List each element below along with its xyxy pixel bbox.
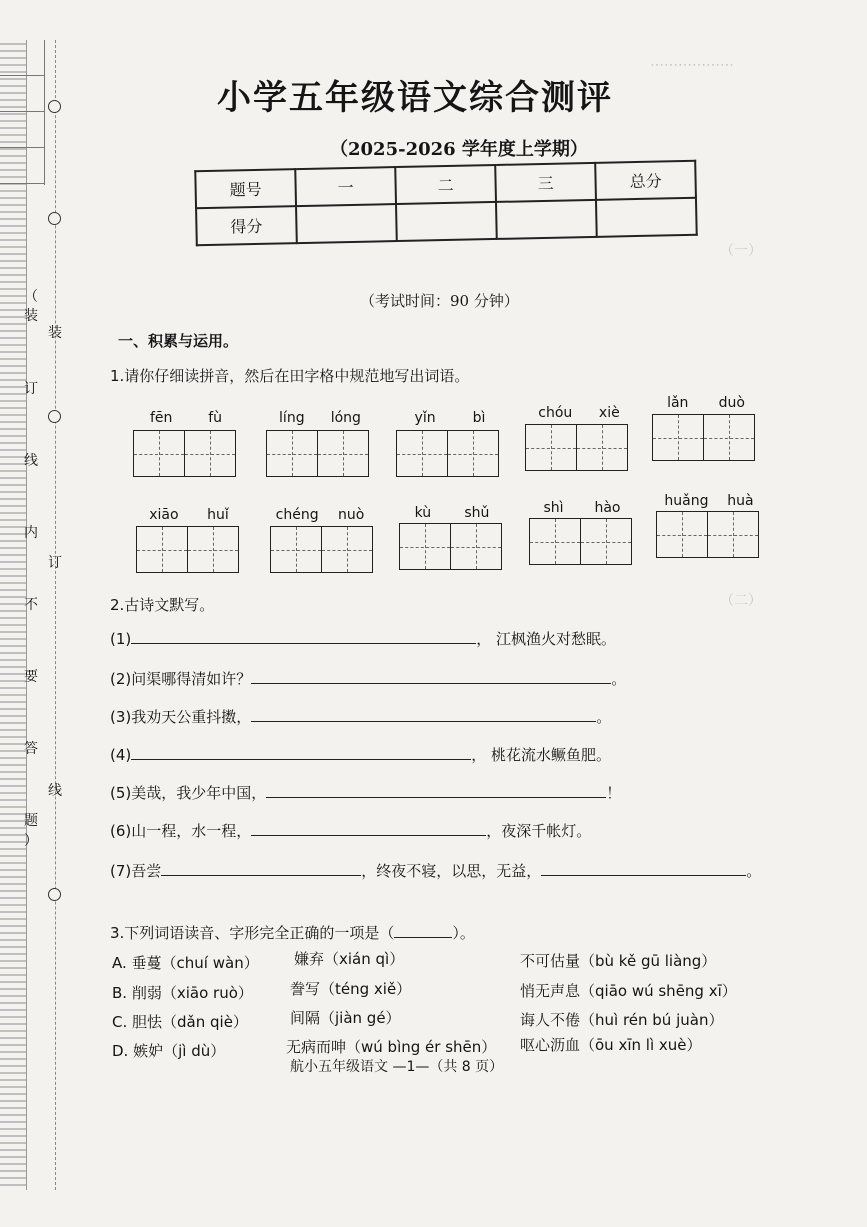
score-table [194,160,697,246]
score-cell[interactable] [496,200,597,239]
score-table-header: 题号 [195,169,296,208]
binding-char: 订 [24,381,38,397]
binding-char: 不 [24,597,38,613]
poem-line-5: (5)美哉，我少年中国， ！ [110,784,622,802]
score-cell[interactable] [296,204,397,243]
pinyin-label: fēn fù [149,410,223,426]
binding-char: 线 [48,783,62,799]
pinyin-label: shì hào [543,500,621,516]
pinyin-label: líng lóng [279,410,361,426]
bleed-through-text: （二） [720,593,762,609]
poem-line-4: (4) ， 桃花流水鳜鱼肥。 [110,746,612,764]
tianzige-grid[interactable] [396,430,499,477]
binding-hole-icon [48,410,61,423]
binding-char: 订 [48,555,62,571]
option-a-word: 嫌弃（xián qì） [294,950,405,968]
tianzige-grid[interactable] [525,424,628,471]
binding-info-boxes [0,40,45,185]
score-cell[interactable] [596,198,697,237]
binding-edge [0,40,27,1190]
poem-line-7: (7)吾尝 ，终夜不寝，以思，无益， 。 [110,862,762,880]
binding-hole-icon [48,100,61,113]
pinyin-label: yǐn bì [414,410,486,426]
option-d[interactable]: D. 嫉妒（jì dù） [112,1042,226,1060]
binding-char: 要 [24,669,38,685]
section-heading: 一、积累与运用。 [118,332,239,350]
pinyin-label: lǎn duò [667,395,745,411]
binding-char: ） [24,833,38,849]
pinyin-label: huǎng huà [664,493,754,509]
answer-blank[interactable] [394,923,452,938]
poem-line-2: (2)问渠哪得清如许？ 。 [110,670,627,688]
binding-char: 内 [24,525,38,541]
binding-char: 装 [24,308,38,324]
tianzige-grid[interactable] [652,414,755,461]
question-2-prompt: 2.古诗文默写。 [110,596,215,614]
answer-blank[interactable] [161,861,361,876]
exam-time: （考试时间：90 分钟） [360,292,519,310]
binding-char: 题 [24,813,38,829]
answer-blank[interactable] [131,745,471,760]
answer-blank[interactable] [251,707,596,722]
question-3-prompt: 3.下列词语读音、字形完全正确的一项是（ ）。 [110,924,475,942]
binding-char: （ [24,289,38,305]
tianzige-grid[interactable] [656,511,759,558]
binding-char: 装 [48,325,62,341]
answer-blank[interactable] [251,821,486,836]
page-title: 小学五年级语文综合测评 [217,78,613,118]
poem-line-1: (1) ， 江枫渔火对愁眠。 [110,630,617,648]
tianzige-grid[interactable] [270,526,373,573]
question-1-prompt: 1.请你仔细读拼音，然后在田字格中规范地写出词语。 [110,367,470,385]
answer-blank[interactable] [251,669,611,684]
tianzige-grid[interactable] [529,518,632,565]
option-d-word: 无病而呻（wú bìng ér shēn） [286,1038,497,1056]
page-footer: 航小五年级语文 —1—（共 8 页） [290,1059,504,1075]
option-a[interactable]: A. 垂蔓（chuí wàn） [112,954,259,972]
score-cell[interactable] [396,202,497,241]
tianzige-grid[interactable] [133,430,236,477]
score-table-header: 二 [395,165,496,204]
bleed-through-text: ……………… [650,60,734,76]
option-c[interactable]: C. 胆怯（dǎn qiè） [112,1013,248,1031]
option-b-word: 悄无声息（qiāo wú shēng xī） [520,982,737,1000]
option-c-word: 间隔（jiàn gé） [290,1009,401,1027]
pinyin-label: chóu xiè [538,405,620,421]
score-table-header: 总分 [595,161,696,200]
bleed-through-text: （一） [720,243,762,259]
score-table-header: 三 [495,163,596,202]
binding-hole-icon [48,212,61,225]
tianzige-grid[interactable] [399,523,502,570]
tianzige-grid[interactable] [266,430,369,477]
pinyin-label: xiāo huǐ [149,507,229,523]
binding-char: 线 [24,453,38,469]
page-subtitle: （2025-2026 学年度上学期） [330,139,588,160]
tianzige-grid[interactable] [136,526,239,573]
answer-blank[interactable] [131,629,476,644]
score-table-header: 一 [295,167,396,206]
option-d-word: 呕心沥血（ōu xīn lì xuè） [520,1036,702,1054]
pinyin-label: chéng nuò [275,507,365,523]
option-b[interactable]: B. 削弱（xiāo ruò） [112,984,253,1002]
pinyin-label: kù shǔ [414,505,490,521]
poem-line-3: (3)我劝天公重抖擞， 。 [110,708,612,726]
answer-blank[interactable] [541,861,746,876]
option-a-word: 不可估量（bù kě gū liàng） [520,952,717,970]
binding-char: 答 [24,741,38,757]
score-row-label: 得分 [196,206,297,245]
option-b-word: 誊写（téng xiě） [290,980,412,998]
poem-line-6: (6)山一程，水一程， ，夜深千帐灯。 [110,822,592,840]
answer-blank[interactable] [266,783,606,798]
binding-hole-icon [48,888,61,901]
option-c-word: 诲人不倦（huì rén bú juàn） [520,1011,724,1029]
